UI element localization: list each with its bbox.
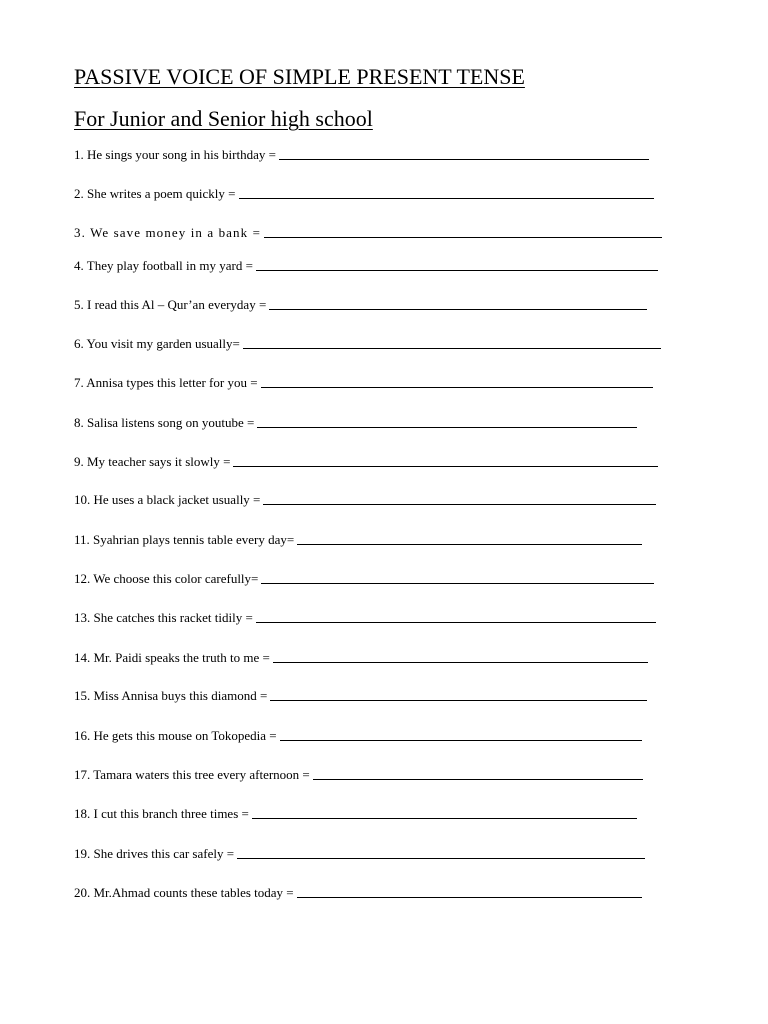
- question-text: 14. Mr. Paidi speaks the truth to me =: [74, 650, 270, 665]
- question-item: [74, 185, 654, 203]
- answer-line[interactable]: [256, 621, 656, 623]
- question-text: 2. She writes a poem quickly =: [74, 186, 236, 201]
- question-text: 4. They play football in my yard =: [74, 258, 253, 273]
- question-item: [74, 257, 658, 275]
- question-item: [74, 531, 642, 549]
- question-text: 7. Annisa types this letter for you =: [74, 375, 258, 390]
- answer-line[interactable]: [257, 426, 637, 428]
- question-item: [74, 687, 647, 705]
- question-item: [74, 224, 662, 242]
- question-text: 12. We choose this color carefully=: [74, 571, 259, 586]
- question-text: 13. She catches this racket tidily =: [74, 610, 253, 625]
- answer-line[interactable]: [270, 699, 647, 701]
- question-text: 9. My teacher says it slowly =: [74, 454, 231, 469]
- question-item: [74, 491, 656, 509]
- question-item: [74, 335, 661, 353]
- question-text: 1. He sings your song in his birthday =: [74, 147, 276, 162]
- question-item: [74, 884, 642, 902]
- question-text: 17. Tamara waters this tree every afternoon =: [74, 767, 310, 782]
- worksheet-subtitle: For Junior and Senior high school: [74, 106, 373, 131]
- answer-line[interactable]: [264, 236, 662, 238]
- question-text: 8. Salisa listens song on youtube =: [74, 415, 255, 430]
- question-text: 15. Miss Annisa buys this diamond =: [74, 688, 268, 703]
- question-text: 10. He uses a black jacket usually =: [74, 492, 261, 507]
- answer-line[interactable]: [252, 817, 637, 819]
- question-item: [74, 649, 648, 667]
- answer-line[interactable]: [269, 308, 647, 310]
- answer-line[interactable]: [297, 543, 642, 545]
- question-item: [74, 296, 647, 314]
- answer-line[interactable]: [313, 778, 643, 780]
- question-item: [74, 609, 656, 627]
- answer-line[interactable]: [279, 158, 649, 160]
- question-item: [74, 805, 637, 823]
- answer-line[interactable]: [233, 465, 658, 467]
- question-text: 19. She drives this car safely =: [74, 846, 235, 861]
- answer-line[interactable]: [263, 503, 656, 505]
- question-item: [74, 374, 653, 392]
- question-text: 16. He gets this mouse on Tokopedia =: [74, 728, 277, 743]
- question-item: [74, 766, 643, 784]
- answer-line[interactable]: [243, 347, 661, 349]
- answer-line[interactable]: [280, 739, 642, 741]
- answer-line[interactable]: [273, 661, 648, 663]
- answer-line[interactable]: [261, 582, 654, 584]
- question-text: 20. Mr.Ahmad counts these tables today =: [74, 885, 294, 900]
- answer-line[interactable]: [297, 896, 642, 898]
- question-text: 6. You visit my garden usually=: [74, 336, 240, 351]
- answer-line[interactable]: [256, 269, 658, 271]
- question-item: [74, 845, 645, 863]
- question-item: [74, 570, 654, 588]
- answer-line[interactable]: [261, 386, 653, 388]
- question-text: 18. I cut this branch three times =: [74, 806, 249, 821]
- question-item: [74, 453, 658, 471]
- question-text: 5. I read this Al – Qur’an everyday =: [74, 297, 267, 312]
- worksheet-title: PASSIVE VOICE OF SIMPLE PRESENT TENSE: [74, 64, 525, 89]
- answer-line[interactable]: [237, 857, 645, 859]
- question-item: [74, 727, 642, 745]
- question-item: [74, 414, 637, 432]
- question-text: 3. We save money in a bank =: [74, 225, 262, 240]
- answer-line[interactable]: [239, 197, 654, 199]
- question-item: [74, 146, 649, 164]
- question-text: 11. Syahrian plays tennis table every day=: [74, 532, 295, 547]
